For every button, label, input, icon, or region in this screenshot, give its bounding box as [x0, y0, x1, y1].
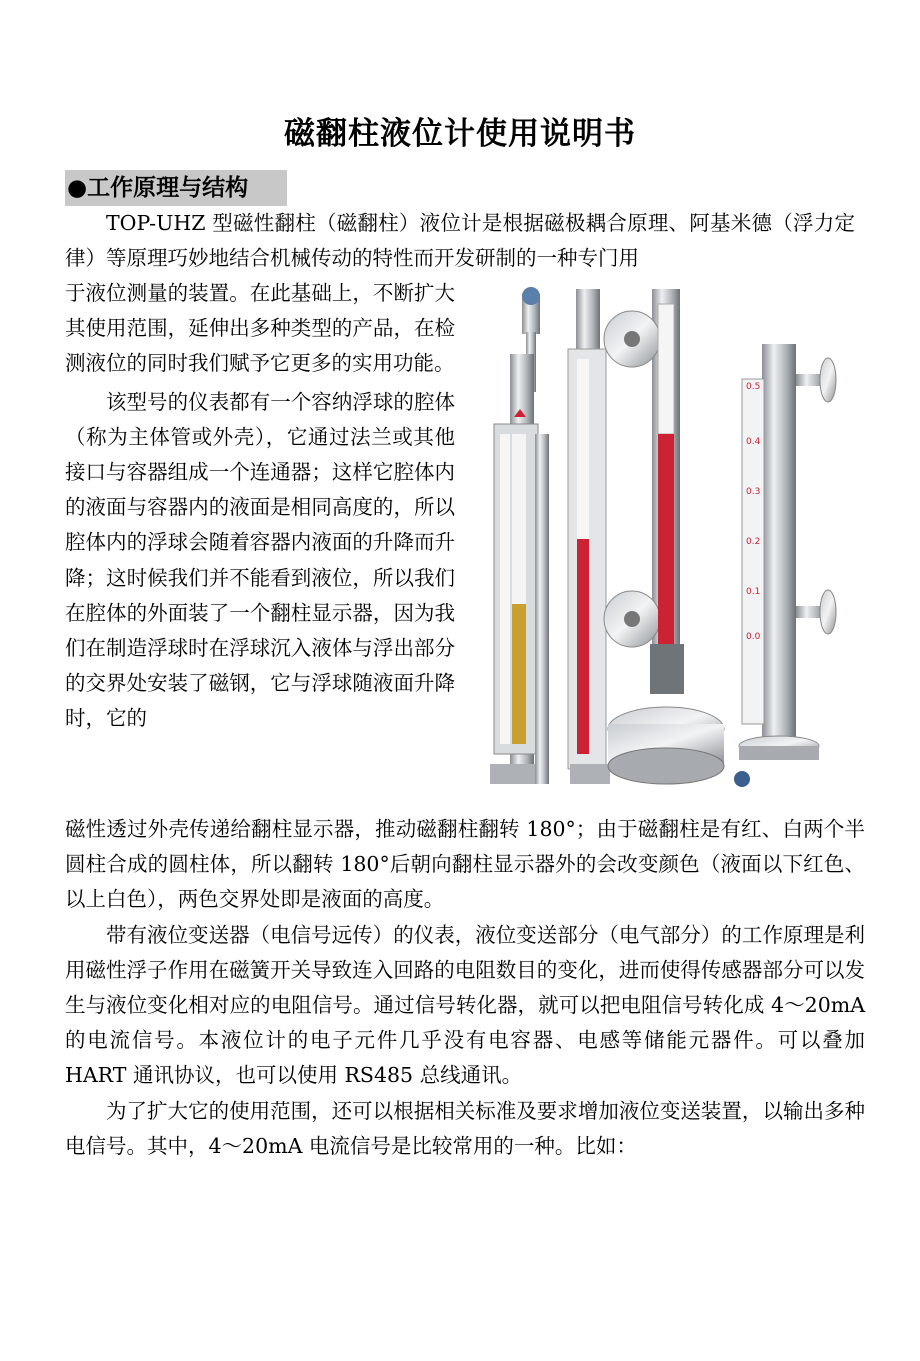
gauge-4	[734, 344, 836, 787]
scale-label: 0.3	[746, 487, 761, 497]
page-title: 磁翻柱液位计使用说明书	[284, 116, 636, 152]
scale-label: 0.0	[746, 632, 761, 642]
principle-paragraph: 该型号的仪表都有一个容纳浮球的腔体（称为主体管或外壳），它通过法兰或其他接口与容器组成一个连通器；这样它腔体内的液面与容器内的液面是相同高度的，所以腔体内的浮球会随着容器内液面的升降而升降；这时候我们并不能看到液位，所以我们在腔体的外面装了一个翻柱显示器，因为我们在制造浮球时在浮球沉入液体与浮出部分的交界处安装了磁钢，它与浮球随液面升降时，它的	[65, 389, 455, 731]
lower-text-block	[65, 812, 865, 1164]
range-paragraph: 为了扩大它的使用范围，还可以根据相关标准及要求增加液位变送装置，以输出多种电信号。其中，4～20mA 电流信号是比较常用的一种。比如：	[65, 1098, 865, 1158]
level-gauge-product-photo	[480, 284, 880, 804]
intro-paragraph	[65, 206, 855, 276]
scale-label: 0.5	[746, 382, 761, 392]
wrapped-text-column	[65, 276, 455, 737]
gauge-3	[604, 289, 724, 784]
scale-label: 0.2	[746, 537, 761, 547]
transmitter-paragraph: 带有液位变送器（电信号远传）的仪表，液位变送部分（电气部分）的工作原理是利用磁性浮子作用在磁簧开关导致连入回路的电阻数目的变化，进而使得传感器部分可以发生与液位变化相对应的电阻信号。通过信号转化器，就可以把电阻信号转化成 4～20mA 的电流信号。本液位计的电子元件几乎没有电容器、电感等储能元器件。可以叠加 HART 通讯协议，也可以使用 RS485 总线通讯。	[65, 922, 865, 1088]
scale-label: 0.4	[746, 437, 761, 447]
section-heading: ●工作原理与结构	[65, 170, 287, 206]
gauge-2	[568, 289, 610, 784]
intro-text: TOP-UHZ 型磁性翻柱（磁翻柱）液位计是根据磁极耦合原理、阿基米德（浮力定律）等原理巧妙地结合机械传动的特性而开发研制的一种专门用	[65, 211, 855, 271]
principle-continuation: 磁性透过外壳传递给翻柱显示器，推动磁翻柱翻转 180°；由于磁翻柱是有红、白两个半圆柱合成的圆柱体，所以翻转 180°后朝向翻柱显示器外的会改变颜色（液面以下红色、以上白色），两色交界处即是液面的高度。	[65, 817, 865, 912]
gauge-1	[490, 287, 549, 784]
intro-continuation: 于液位测量的装置。在此基础上，不断扩大其使用范围，延伸出多种类型的产品，在检测液位的同时我们赋予它更多的实用功能。	[65, 281, 455, 376]
scale-label: 0.1	[746, 587, 761, 597]
